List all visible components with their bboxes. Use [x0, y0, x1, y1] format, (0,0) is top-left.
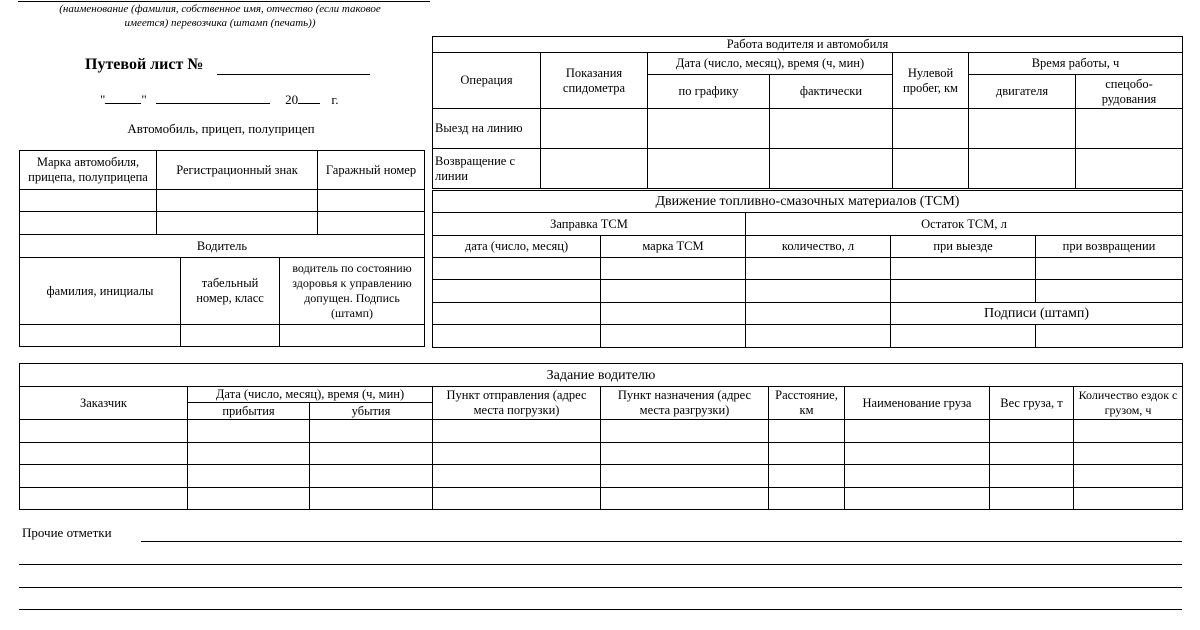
table-cell[interactable]: [433, 258, 601, 280]
table-cell[interactable]: [433, 420, 601, 443]
table-cell[interactable]: [990, 488, 1074, 510]
vehicle-table: [19, 150, 425, 235]
table-cell[interactable]: [1076, 149, 1183, 189]
vehicle-section-title: Автомобиль, прицеп, полуприцеп: [127, 121, 315, 136]
table-cell[interactable]: [20, 325, 181, 347]
waybill-title-label: Путевой лист №: [85, 56, 204, 73]
table-cell[interactable]: [1074, 465, 1183, 488]
fuel-date-header: дата (число, месяц): [433, 236, 601, 258]
table-cell[interactable]: [433, 325, 601, 348]
from-header: Пункт отправления (адрес места погрузки): [433, 387, 601, 420]
table-cell[interactable]: [969, 149, 1076, 189]
table-cell[interactable]: [188, 420, 310, 443]
notes-line[interactable]: [19, 609, 1182, 610]
distance-header: Расстояние, км: [769, 387, 845, 420]
other-notes-line[interactable]: [141, 541, 1182, 542]
table-cell[interactable]: [769, 465, 845, 488]
table-cell[interactable]: [310, 465, 433, 488]
table-cell[interactable]: [601, 303, 746, 325]
table-cell[interactable]: [746, 280, 891, 303]
date-close-quote: ": [141, 92, 147, 107]
notes-line[interactable]: [19, 587, 1182, 588]
table-cell[interactable]: [845, 443, 990, 465]
table-cell[interactable]: [1036, 280, 1183, 303]
table-cell[interactable]: [746, 325, 891, 348]
waybill-number-field[interactable]: [217, 74, 370, 75]
operation-header: Операция: [433, 53, 541, 109]
table-cell[interactable]: [893, 109, 969, 149]
table-cell[interactable]: [433, 488, 601, 510]
fuel-on-departure-header: при выезде: [891, 236, 1036, 258]
table-cell[interactable]: [769, 488, 845, 510]
table-cell[interactable]: [433, 303, 601, 325]
table-cell[interactable]: [157, 190, 318, 212]
cargo-header: Наименование груза: [845, 387, 990, 420]
page-title: [85, 56, 203, 74]
table-cell[interactable]: [310, 443, 433, 465]
work-title: Работа водителя и автомобиля: [433, 37, 1183, 53]
table-cell[interactable]: [845, 420, 990, 443]
task-title: Задание водителю: [20, 364, 1183, 387]
task-table: [19, 363, 1183, 510]
table-cell[interactable]: [648, 149, 770, 189]
table-cell[interactable]: [318, 212, 425, 235]
table-cell[interactable]: [601, 325, 746, 348]
table-cell[interactable]: [280, 325, 425, 347]
table-cell[interactable]: [20, 488, 188, 510]
vehicle-reg-header: Регистрационный знак: [157, 151, 318, 190]
month-field[interactable]: [156, 92, 270, 104]
table-cell[interactable]: [601, 280, 746, 303]
table-cell[interactable]: [601, 488, 769, 510]
year-prefix: 20: [285, 92, 299, 107]
table-cell[interactable]: [433, 280, 601, 303]
speedometer-header: Показания спидометра: [541, 53, 648, 109]
table-cell[interactable]: [891, 258, 1036, 280]
arrival-header: прибытия: [188, 403, 310, 420]
vehicle-brand-header: Марка автомобиля, прицепа, полуприцепа: [20, 151, 157, 190]
departure-header: убытия: [310, 403, 433, 420]
weight-header: Вес груза, т: [990, 387, 1074, 420]
customer-header: Заказчик: [20, 387, 188, 420]
table-cell[interactable]: [433, 443, 601, 465]
engine-header: двигателя: [969, 75, 1076, 109]
date-row: [100, 92, 339, 108]
work-table: [432, 36, 1183, 189]
table-cell[interactable]: [1036, 325, 1183, 348]
driver-table: [19, 234, 425, 347]
table-cell[interactable]: [601, 420, 769, 443]
remainder-header: Остаток ТСМ, л: [746, 213, 1183, 236]
fuel-table: [432, 190, 1183, 348]
row-departure-label: Выезд на линию: [433, 109, 541, 149]
table-cell[interactable]: [1076, 109, 1183, 149]
table-cell[interactable]: [433, 465, 601, 488]
year-suffix: г.: [331, 92, 339, 107]
table-cell[interactable]: [541, 109, 648, 149]
zero-run-header: Нулевой пробег, км: [893, 53, 969, 109]
table-cell[interactable]: [1074, 420, 1183, 443]
table-cell[interactable]: [845, 465, 990, 488]
table-cell[interactable]: [601, 443, 769, 465]
table-cell[interactable]: [181, 325, 280, 347]
fuel-title: Движение топливно-смазочных материалов (ТСМ): [433, 191, 1183, 213]
carrier-note: (наименование (фамилия, собственное имя, отчество (если таковое имеется) перевозчика (штамп (печать)): [59, 3, 381, 29]
driver-name-header: фамилия, инициалы: [20, 258, 181, 325]
table-cell[interactable]: [188, 465, 310, 488]
other-notes-label: Прочие отметки: [22, 525, 112, 540]
table-cell[interactable]: [1074, 443, 1183, 465]
table-cell[interactable]: [891, 325, 1036, 348]
table-cell[interactable]: [601, 258, 746, 280]
table-cell[interactable]: [990, 420, 1074, 443]
table-cell[interactable]: [845, 488, 990, 510]
driver-tabnum-header: табельный номер, класс: [181, 258, 280, 325]
table-cell[interactable]: [770, 109, 893, 149]
special-equipment-header: спецобо-рудования: [1076, 75, 1183, 109]
vehicle-garage-header: Гаражный номер: [318, 151, 425, 190]
table-cell[interactable]: [20, 212, 157, 235]
fuel-on-return-header: при возвращении: [1036, 236, 1183, 258]
trips-header: Количество ездок с грузом, ч: [1074, 387, 1183, 420]
table-cell[interactable]: [318, 190, 425, 212]
table-cell[interactable]: [310, 488, 433, 510]
table-cell[interactable]: [20, 420, 188, 443]
table-cell[interactable]: [769, 420, 845, 443]
day-field[interactable]: [105, 92, 141, 104]
table-cell[interactable]: [990, 443, 1074, 465]
to-header: Пункт назначения (адрес места разгрузки): [601, 387, 769, 420]
refuel-header: Заправка ТСМ: [433, 213, 746, 236]
table-cell[interactable]: [310, 420, 433, 443]
table-cell[interactable]: [893, 149, 969, 189]
fuel-brand-header: марка ТСМ: [601, 236, 746, 258]
work-time-header: Время работы, ч: [969, 53, 1183, 75]
table-cell[interactable]: [1036, 258, 1183, 280]
work-datetime-header: Дата (число, месяц), время (ч, мин): [648, 53, 893, 75]
table-cell[interactable]: [648, 109, 770, 149]
row-return-label: Возвращение с линии: [433, 149, 541, 189]
table-cell[interactable]: [1074, 488, 1183, 510]
table-cell[interactable]: [20, 443, 188, 465]
fuel-quantity-header: количество, л: [746, 236, 891, 258]
table-cell[interactable]: [541, 149, 648, 189]
table-cell[interactable]: [20, 465, 188, 488]
signatures-label: Подписи (штамп): [891, 303, 1183, 325]
table-cell[interactable]: [746, 258, 891, 280]
driver-title: Водитель: [20, 235, 425, 258]
table-cell[interactable]: [969, 109, 1076, 149]
date-open-quote: ": [100, 92, 106, 107]
table-cell[interactable]: [746, 303, 891, 325]
task-datetime-header: Дата (число, месяц), время (ч, мин): [188, 387, 433, 403]
schedule-header: по графику: [648, 75, 770, 109]
table-cell[interactable]: [891, 280, 1036, 303]
year-field[interactable]: [298, 92, 320, 104]
table-cell[interactable]: [188, 443, 310, 465]
table-cell[interactable]: [601, 465, 769, 488]
table-cell[interactable]: [157, 212, 318, 235]
table-cell[interactable]: [188, 488, 310, 510]
driver-health-header: водитель по состоянию здоровья к управлению допущен. Подпись (штамп): [280, 258, 425, 325]
table-cell[interactable]: [20, 190, 157, 212]
table-cell[interactable]: [990, 465, 1074, 488]
table-cell[interactable]: [769, 443, 845, 465]
table-cell[interactable]: [770, 149, 893, 189]
actual-header: фактически: [770, 75, 893, 109]
notes-line[interactable]: [19, 564, 1182, 565]
